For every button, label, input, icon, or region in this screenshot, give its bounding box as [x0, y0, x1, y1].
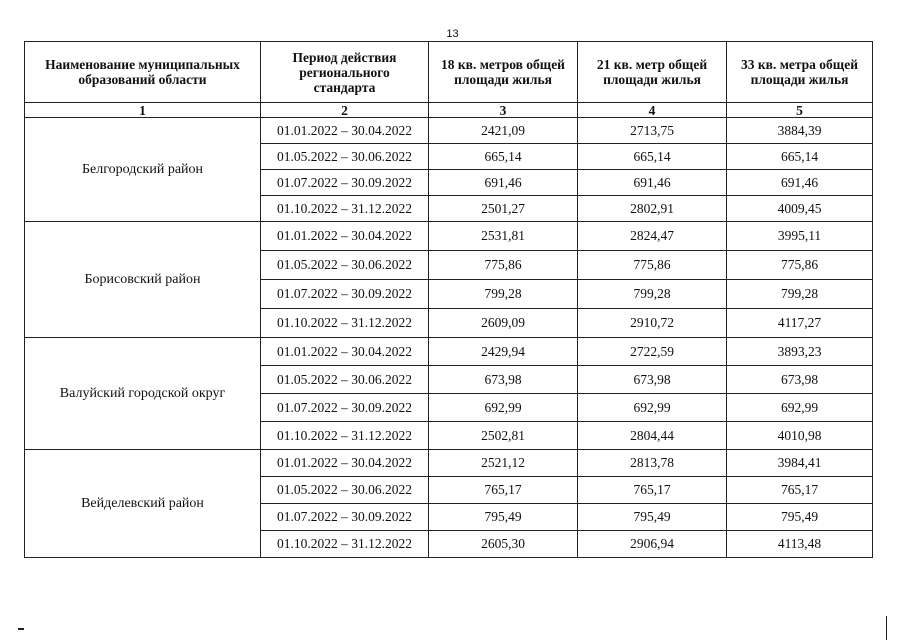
value-33sqm: 691,46 — [727, 170, 873, 196]
column-header-21sqm: 21 кв. метр общей площади жилья — [578, 42, 727, 103]
table-row — [25, 450, 873, 477]
value-33sqm: 3995,11 — [727, 222, 873, 251]
period-cell: 01.07.2022 – 30.09.2022 — [261, 394, 429, 422]
period-cell: 01.10.2022 – 31.12.2022 — [261, 422, 429, 450]
value-18sqm: 691,46 — [429, 170, 578, 196]
municipality-name: Белгородский район — [25, 118, 261, 222]
value-18sqm: 2609,09 — [429, 309, 578, 338]
value-21sqm: 673,98 — [578, 366, 727, 394]
value-33sqm: 673,98 — [727, 366, 873, 394]
table-row — [25, 118, 873, 144]
scan-mark — [886, 616, 887, 640]
value-33sqm: 765,17 — [727, 477, 873, 504]
page-number: 13 — [446, 28, 459, 40]
table-body — [25, 118, 873, 558]
value-21sqm: 2824,47 — [578, 222, 727, 251]
value-33sqm: 4010,98 — [727, 422, 873, 450]
regional-standard-table — [24, 41, 873, 558]
column-header-period: Период действия регионального стандарта — [261, 42, 429, 103]
value-21sqm: 2722,59 — [578, 338, 727, 366]
column-header-18sqm: 18 кв. метров общей площади жилья — [429, 42, 578, 103]
value-18sqm: 2605,30 — [429, 531, 578, 558]
value-18sqm: 2429,94 — [429, 338, 578, 366]
value-21sqm: 799,28 — [578, 280, 727, 309]
value-18sqm: 692,99 — [429, 394, 578, 422]
value-33sqm: 799,28 — [727, 280, 873, 309]
value-21sqm: 2813,78 — [578, 450, 727, 477]
period-cell: 01.07.2022 – 30.09.2022 — [261, 170, 429, 196]
header-row — [25, 42, 873, 103]
value-18sqm: 2421,09 — [429, 118, 578, 144]
value-18sqm: 2502,81 — [429, 422, 578, 450]
column-number: 5 — [727, 103, 873, 118]
value-33sqm: 795,49 — [727, 504, 873, 531]
period-cell: 01.05.2022 – 30.06.2022 — [261, 144, 429, 170]
value-18sqm: 2501,27 — [429, 196, 578, 222]
period-cell: 01.01.2022 – 30.04.2022 — [261, 118, 429, 144]
value-18sqm: 795,49 — [429, 504, 578, 531]
municipality-name: Борисовский район — [25, 222, 261, 338]
value-33sqm: 3984,41 — [727, 450, 873, 477]
period-cell: 01.07.2022 – 30.09.2022 — [261, 280, 429, 309]
column-number: 3 — [429, 103, 578, 118]
value-21sqm: 765,17 — [578, 477, 727, 504]
value-21sqm: 665,14 — [578, 144, 727, 170]
value-33sqm: 3884,39 — [727, 118, 873, 144]
value-33sqm: 4009,45 — [727, 196, 873, 222]
value-21sqm: 2906,94 — [578, 531, 727, 558]
value-21sqm: 795,49 — [578, 504, 727, 531]
scan-mark — [18, 628, 24, 630]
value-21sqm: 2804,44 — [578, 422, 727, 450]
value-21sqm: 692,99 — [578, 394, 727, 422]
value-21sqm: 775,86 — [578, 251, 727, 280]
period-cell: 01.05.2022 – 30.06.2022 — [261, 366, 429, 394]
column-header-33sqm: 33 кв. метра общей площади жилья — [727, 42, 873, 103]
value-33sqm: 3893,23 — [727, 338, 873, 366]
value-18sqm: 673,98 — [429, 366, 578, 394]
period-cell: 01.05.2022 – 30.06.2022 — [261, 251, 429, 280]
table-row — [25, 222, 873, 251]
column-number: 4 — [578, 103, 727, 118]
period-cell: 01.10.2022 – 31.12.2022 — [261, 196, 429, 222]
period-cell: 01.05.2022 – 30.06.2022 — [261, 477, 429, 504]
municipality-name: Вейделевский район — [25, 450, 261, 558]
value-18sqm: 775,86 — [429, 251, 578, 280]
value-21sqm: 691,46 — [578, 170, 727, 196]
value-33sqm: 692,99 — [727, 394, 873, 422]
period-cell: 01.01.2022 – 30.04.2022 — [261, 222, 429, 251]
value-21sqm: 2910,72 — [578, 309, 727, 338]
period-cell: 01.01.2022 – 30.04.2022 — [261, 450, 429, 477]
column-number-row — [25, 103, 873, 118]
municipality-name: Валуйский городской округ — [25, 338, 261, 450]
column-number: 2 — [261, 103, 429, 118]
value-18sqm: 2531,81 — [429, 222, 578, 251]
period-cell: 01.01.2022 – 30.04.2022 — [261, 338, 429, 366]
period-cell: 01.07.2022 – 30.09.2022 — [261, 504, 429, 531]
value-18sqm: 799,28 — [429, 280, 578, 309]
value-33sqm: 665,14 — [727, 144, 873, 170]
value-18sqm: 665,14 — [429, 144, 578, 170]
value-21sqm: 2713,75 — [578, 118, 727, 144]
period-cell: 01.10.2022 – 31.12.2022 — [261, 309, 429, 338]
value-33sqm: 775,86 — [727, 251, 873, 280]
value-21sqm: 2802,91 — [578, 196, 727, 222]
column-header-municipality: Наименование муниципальных образований области — [25, 42, 261, 103]
value-33sqm: 4117,27 — [727, 309, 873, 338]
table-row — [25, 338, 873, 366]
period-cell: 01.10.2022 – 31.12.2022 — [261, 531, 429, 558]
value-33sqm: 4113,48 — [727, 531, 873, 558]
column-number: 1 — [25, 103, 261, 118]
value-18sqm: 765,17 — [429, 477, 578, 504]
value-18sqm: 2521,12 — [429, 450, 578, 477]
